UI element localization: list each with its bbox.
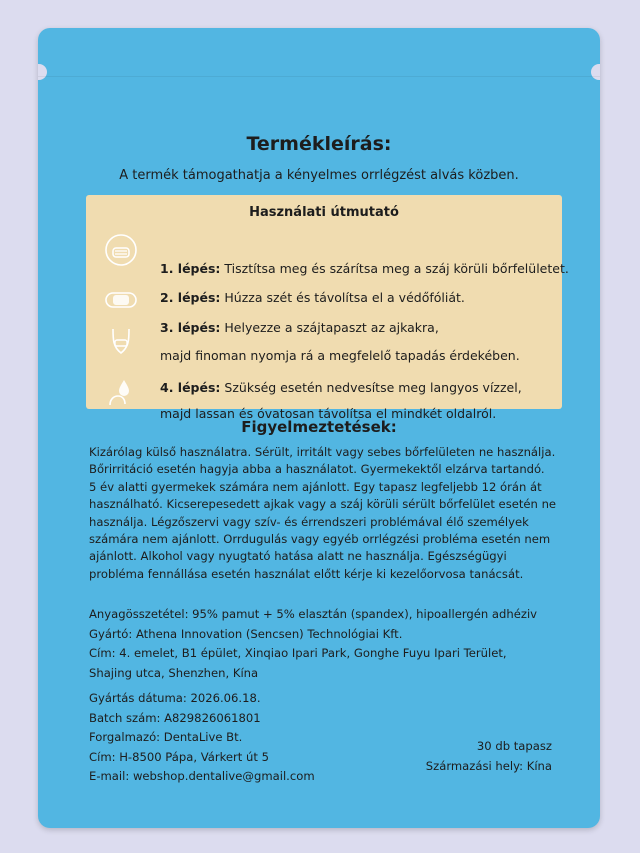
step-3-text-1: Helyezze a szájtapaszt az ajkakra, <box>220 320 439 335</box>
warning-line: Bőrirritáció esetén hagyja abba a használatot. Gyermekektől elzárva tartandó. <box>89 462 545 477</box>
step-4-text-1: Szükség esetén nedvesítse meg langyos vízzel, <box>220 380 522 395</box>
step-3-line-2: majd finoman nyomja rá a megfelelő tapadás érdekében. <box>160 348 520 363</box>
step-1-label: 1. lépés: <box>160 261 221 276</box>
origin: Származási hely: Kína <box>425 758 552 773</box>
composition-line: Anyagösszetétel: 95% pamut + 5% elasztán (spandex), hipoallergén adhéziv <box>89 607 538 621</box>
zip-seal-line <box>38 76 600 77</box>
address-line: Cím: 4. emelet, B1 épület, Xinqiao Ipari Park, Gonghe Fuyu Ipari Terület, <box>89 646 507 661</box>
warnings-title: Figyelmeztetések: <box>241 418 397 436</box>
instructions-title: Használati útmutató <box>249 205 399 220</box>
tear-notch-left <box>38 64 47 80</box>
description-subtitle: A termék támogathatja a kényelmes orrlégzést alvás közben. <box>119 168 519 183</box>
warning-line: használja. Légzőszervi vagy szív- és érrendszeri problémával élő személyek <box>89 514 529 529</box>
email: E-mail: webshop.dentalive@gmail.com <box>89 769 315 784</box>
description-title: Termékleírás: <box>246 133 392 155</box>
step-2 <box>160 286 465 310</box>
package-info <box>426 737 552 776</box>
step-1 <box>160 257 569 281</box>
batch-number: Batch szám: A829826061801 <box>89 710 261 725</box>
warning-line: probléma fennállása esetén használat előtt kérje ki kezelőorvosa tanácsát. <box>89 566 524 581</box>
warning-line: számára nem ajánlott. Orrdugulás vagy egyéb orrlégzési probléma esetén nem <box>89 532 551 547</box>
distributor-address: Cím: H-8500 Pápa, Várkert út 5 <box>89 749 269 764</box>
warning-line: Kizárólag külső használatra. Sérült, irritált vagy sebes bőrfelületen ne használja. <box>89 445 556 459</box>
manufacturer-line: Gyártó: Athena Innovation (Sencsen) Technológiai Kft. <box>89 626 403 641</box>
distributor: Forgalmazó: DentaLive Bt. <box>89 730 243 745</box>
tear-notch-right <box>591 64 600 80</box>
warnings-text <box>89 444 556 583</box>
step-1-text: Tisztítsa meg és szárítsa meg a száj körüli bőrfelületet. <box>220 261 569 276</box>
instructions-box <box>86 195 569 421</box>
step-2-text: Húzza szét és távolítsa el a védőfóliát. <box>220 290 465 305</box>
production-date: Gyártás dátuma: 2026.06.18. <box>89 691 261 705</box>
tape-strip-icon <box>104 283 138 317</box>
composition-text <box>89 605 537 683</box>
warning-line: használható. Kicserepesedett ajkak vagy a száj körüli sérült bőrfelület esetén ne <box>89 497 557 512</box>
face-tape-icon <box>104 323 138 357</box>
product-pouch <box>38 28 600 828</box>
step-4-label: 4. lépés: <box>160 380 221 395</box>
warning-line: 5 év alatti gyermekek számára nem ajánlott. Egy tapasz legfeljebb 12 órán át <box>89 479 542 494</box>
warning-line: ajánlott. Alkohol vagy nyugtató hatása alatt ne használja. Egészségügyi <box>89 549 507 564</box>
step-2-label: 2. lépés: <box>160 290 221 305</box>
quantity: 30 db tapasz <box>476 739 552 753</box>
address-line: Shajing utca, Shenzhen, Kína <box>89 665 259 680</box>
step-3-label: 3. lépés: <box>160 320 221 335</box>
step-4-line-2: majd lassan és óvatosan távolítsa el mindkét oldalról. <box>160 406 497 421</box>
step-4 <box>160 376 522 400</box>
batch-info <box>89 689 315 787</box>
step-3 <box>160 316 439 340</box>
face-mask-icon <box>104 233 138 267</box>
water-drop-icon <box>104 377 138 411</box>
